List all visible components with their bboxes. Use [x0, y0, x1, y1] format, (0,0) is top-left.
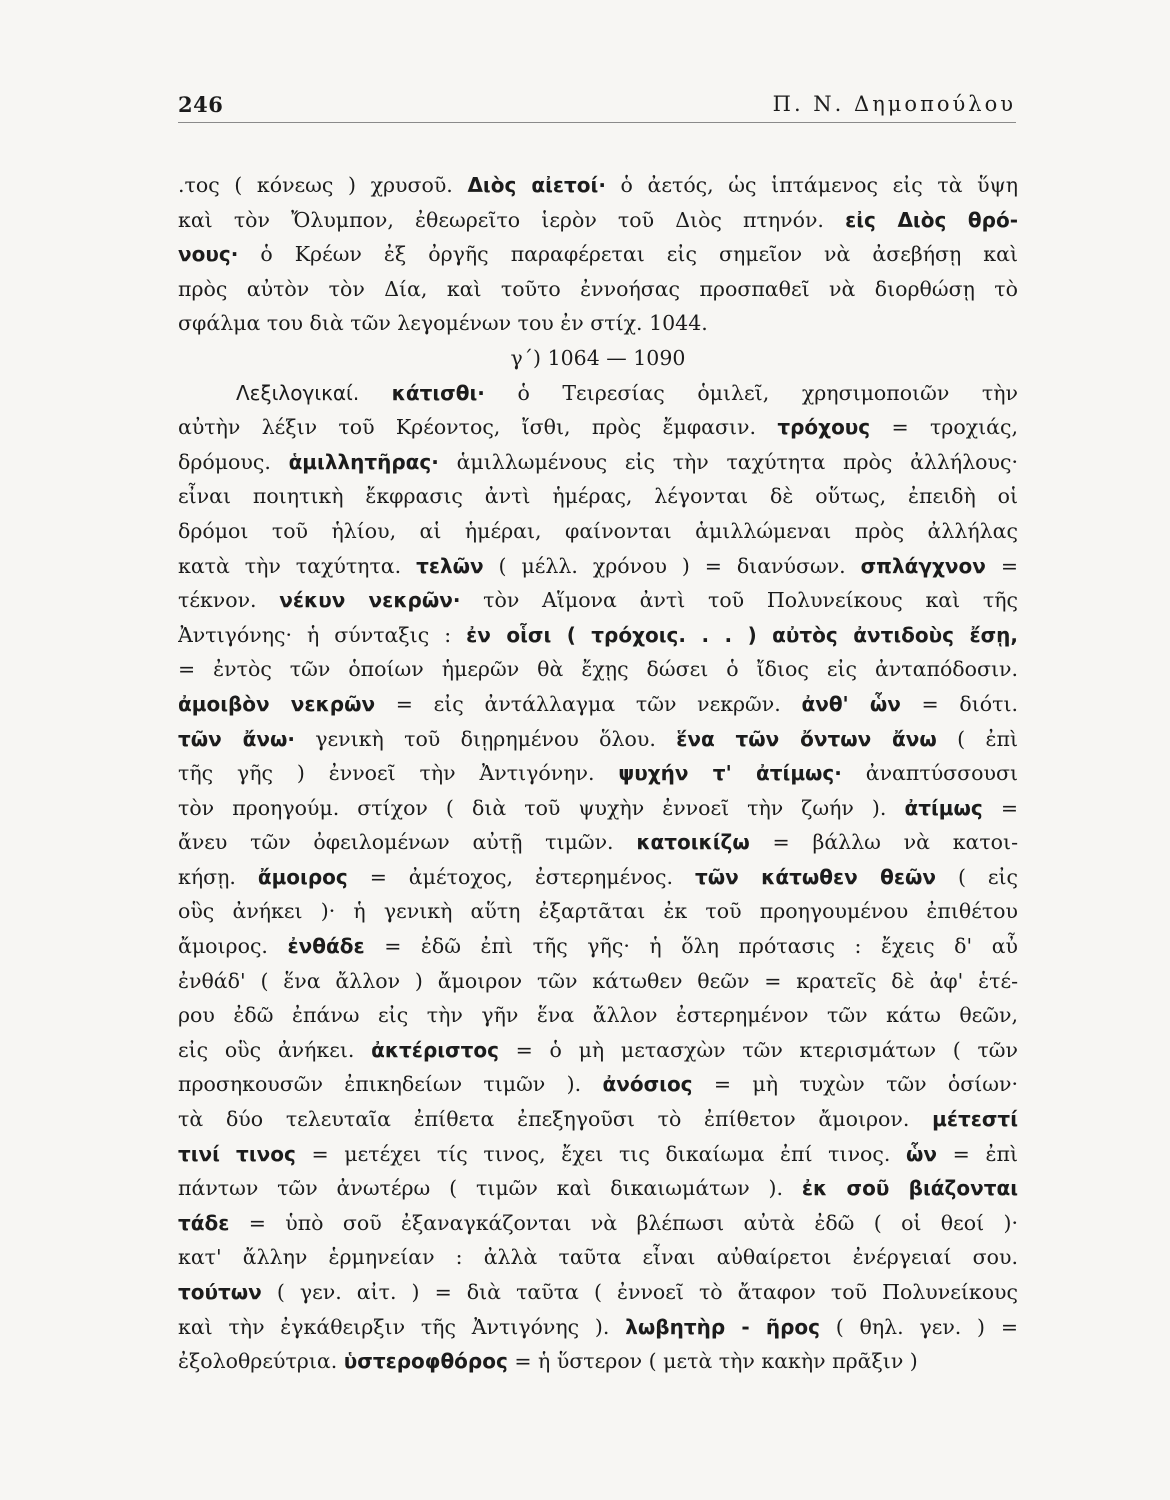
line-text: ρου ἐδῶ ἐπάνω εἰς τὴν γῆν ἕνα ἄλλον ἐστερημένον τῶν κάτω θεῶν,	[178, 1003, 1018, 1028]
line-text: = βάλλω νὰ κατοι-	[749, 830, 1018, 855]
line-text: τέκνον.	[178, 588, 280, 613]
line-text: = τροχιάς,	[870, 415, 1018, 440]
text-line	[178, 1240, 1018, 1275]
line-text: τὸν προηγούμ. στίχον ( διὰ τοῦ ψυχὴν ἐννοεῖ τὴν ζωήν ).	[178, 795, 905, 820]
text-line	[178, 998, 1018, 1033]
lemma-term: ἀνόσιος	[602, 1072, 693, 1097]
text-line	[178, 652, 1018, 687]
text-line	[178, 410, 1018, 445]
line-text: =	[982, 795, 1018, 820]
text-line	[178, 929, 1018, 964]
line-text: κήσῃ.	[178, 864, 258, 889]
text-line	[178, 894, 1018, 929]
line-text: γενικὴ τοῦ διῃρημένου ὅλου.	[294, 726, 677, 751]
line-text: εἶναι ποιητικὴ ἔκφρασις ἀντὶ ἡμέρας, λέγονται δὲ οὕτως, ἐπειδὴ οἱ	[178, 484, 1018, 509]
text-line	[178, 237, 1018, 272]
lemma-term: τινί τινος	[178, 1141, 296, 1166]
lemma-term: σπλάγχνον	[860, 553, 986, 578]
line-text: ὁ Τειρεσίας ὁμιλεῖ, χρησιμοποιῶν τὴν	[484, 380, 1018, 405]
line-text: ἄνευ τῶν ὀφειλομένων αὐτῇ τιμῶν.	[178, 830, 637, 855]
text-line	[178, 722, 1018, 757]
lemma-term: Διὸς αἰετοί·	[467, 173, 606, 197]
page-body-text	[178, 168, 1018, 1379]
lemma-term: νους·	[178, 242, 239, 267]
line-text: εἰς οὓς ἀνήκει.	[178, 1037, 372, 1062]
line-text: = ὁ μὴ μετασχὼν τῶν κτερισμάτων ( τῶν	[498, 1037, 1018, 1062]
line-text: κατὰ τὴν ταχύτητα.	[178, 553, 417, 578]
text-line	[178, 203, 1018, 238]
text-line	[178, 1137, 1018, 1172]
line-text: ἐνθάδ' ( ἕνα ἄλλον ) ἄμοιρον τῶν κάτωθεν θεῶν = κρατεῖς δὲ ἀφ' ἑτέ-	[178, 968, 1018, 993]
lemma-term: τάδε	[178, 1210, 230, 1235]
line-text: αὐτὴν λέξιν τοῦ Κρέοντος, ἴσθι, πρὸς ἔμφασιν.	[178, 415, 778, 440]
line-text: = μὴ τυχὼν τῶν ὁσίων·	[692, 1072, 1018, 1097]
text-line	[178, 341, 1018, 376]
lemma-term: ἁμιλλητῆρας·	[288, 449, 439, 474]
line-text: ( μέλλ. χρόνου ) = διανύσων.	[483, 553, 861, 578]
lemma-term: μέτεστί	[932, 1107, 1018, 1132]
line-text: κατ' ἄλλην ἑρμηνείαν : ἀλλὰ ταῦτα εἶναι αὐθαίρετοι ἐνέργειαί σου.	[178, 1245, 1018, 1270]
line-text: =	[985, 553, 1018, 578]
text-line	[178, 514, 1018, 549]
line-text: ( ἐπὶ	[936, 726, 1018, 751]
text-line	[178, 791, 1018, 826]
lemma-term: ὑστεροφθόρος	[343, 1349, 508, 1374]
line-text: ὁ ἀετός, ὡς ἱπτάμενος εἰς τὰ ὕψη	[605, 173, 1018, 197]
text-line	[178, 1067, 1018, 1102]
line-text: ἄμοιρος.	[178, 934, 288, 959]
line-text: = ἡ ὕστερον ( μετὰ τὴν κακὴν πρᾶξιν )	[507, 1349, 918, 1374]
page-number: 246	[178, 92, 224, 117]
text-line	[178, 964, 1018, 999]
lemma-term: ἀκτέριστος	[371, 1037, 499, 1062]
lemma-term: κατοικίζω	[636, 830, 750, 855]
text-line	[178, 1344, 1018, 1379]
line-text: = εἰς ἀντάλλαγμα τῶν νεκρῶν.	[375, 691, 802, 716]
lemma-term: ψυχήν τ' ἀτίμως·	[618, 761, 842, 786]
line-text: = ἐπὶ	[937, 1141, 1018, 1166]
text-line	[178, 756, 1018, 791]
text-line	[178, 549, 1018, 584]
page-header	[178, 92, 1016, 123]
lemma-term: ἐκ σοῦ βιάζονται	[801, 1176, 1018, 1201]
line-text: σφάλμα του διὰ τῶν λεγομένων του ἐν στίχ. 1044.	[178, 311, 708, 336]
line-text: ἀναπτύσσουσι	[841, 761, 1018, 786]
line-text: γ΄) 1064 — 1090	[510, 345, 686, 370]
text-line	[178, 445, 1018, 480]
lemma-term: τούτων	[178, 1280, 262, 1304]
text-line	[178, 1033, 1018, 1068]
text-line	[178, 1206, 1018, 1241]
line-text: ( θηλ. γεν. ) =	[820, 1314, 1018, 1339]
text-line	[178, 618, 1018, 653]
lemma-term: κάτισθι·	[391, 380, 485, 405]
lemma-term: ἐν οἷσι ( τρόχοις. . . ) αὐτὸς ἀντιδοὺς ἔσῃ,	[466, 622, 1018, 647]
line-text: δρόμοι τοῦ ἡλίου, αἱ ἡμέραι, φαίνονται ἁμιλλώμεναι πρὸς ἀλλήλας	[178, 518, 1018, 543]
line-text: τῆς γῆς ) ἐννοεῖ τὴν Ἀντιγόνην.	[178, 761, 619, 786]
line-text: τὰ δύο τελευταῖα ἐπίθετα ἐπεξηγοῦσι τὸ ἐπίθετον ἄμοιρον.	[178, 1107, 933, 1132]
running-head-author: Π. Ν. Δημοπούλου	[772, 92, 1016, 116]
text-line	[178, 1171, 1018, 1206]
line-text: = ἐντὸς τῶν ὁποίων ἡμερῶν θὰ ἔχῃς δώσει ὁ ἴδιος εἰς ἀνταπόδοσιν.	[178, 657, 1018, 682]
text-line	[178, 376, 1018, 411]
line-text: δρόμους.	[178, 449, 289, 474]
lemma-term: τρόχους	[777, 415, 871, 440]
lemma-term: ἄμοιρος	[257, 864, 348, 889]
lemma-term: ἀμοιβὸν νεκρῶν	[178, 691, 376, 716]
line-text: καὶ τὸν Ὄλυμπον, ἐθεωρεῖτο ἱερὸν τοῦ Διὸς πτηνόν.	[178, 207, 846, 232]
line-text: = ἀμέτοχος, ἐστερημένος.	[347, 864, 695, 889]
text-line	[178, 479, 1018, 514]
line-text: καὶ τὴν ἐγκάθειρξιν τῆς Ἀντιγόνης ).	[178, 1314, 626, 1339]
line-text: πρὸς αὐτὸν τὸν Δία, καὶ τοῦτο ἐννοήσας προσπαθεῖ νὰ διορθώσῃ τὸ	[178, 276, 1018, 301]
line-text: ( εἰς	[936, 864, 1018, 889]
line-text: τὸν Αἵμονα ἀντὶ τοῦ Πολυνείκους καὶ τῆς	[460, 588, 1018, 613]
lemma-term: τῶν κάτωθεν θεῶν	[694, 864, 936, 889]
text-line	[178, 1275, 1018, 1310]
text-line	[178, 1310, 1018, 1345]
lemma-term: τελῶν	[416, 553, 484, 578]
text-line	[178, 860, 1018, 895]
lemma-term: ἀνθ' ὧν	[801, 691, 901, 716]
line-text: Λεξιλογικαί.	[236, 380, 392, 405]
line-text: οὓς ἀνήκει )· ἡ γενικὴ αὕτη ἐξαρτᾶται ἐκ τοῦ προηγουμένου ἐπιθέτου	[178, 899, 1018, 924]
lemma-term: ἐνθάδε	[287, 934, 365, 959]
text-line	[178, 272, 1018, 307]
lemma-term: ἕνα τῶν ὄντων ἄνω	[676, 726, 937, 751]
line-text: ἐξολοθρεύτρια.	[178, 1349, 344, 1374]
text-line	[178, 168, 1018, 203]
line-text: ὁ Κρέων ἐξ ὀργῆς παραφέρεται εἰς σημεῖον νὰ ἀσεβήσῃ καὶ	[238, 242, 1018, 267]
line-text: = διότι.	[900, 691, 1018, 716]
text-line	[178, 306, 1018, 341]
line-text: = ὑπὸ σοῦ ἐξαναγκάζονται νὰ βλέπωσι αὐτὰ ἐδῶ ( οἱ θεοί )·	[229, 1210, 1018, 1235]
text-line	[178, 687, 1018, 722]
line-text: προσηκουσῶν ἐπικηδείων τιμῶν ).	[178, 1072, 603, 1097]
line-text: ( γεν. αἰτ. ) = διὰ ταῦτα ( ἐννοεῖ τὸ ἄταφον τοῦ Πολυνείκους	[261, 1280, 1018, 1304]
lemma-term: νέκυν νεκρῶν·	[279, 588, 461, 613]
lemma-term: ἀτίμως	[904, 795, 983, 820]
line-text: Ἀντιγόνης· ἡ σύνταξις :	[178, 622, 467, 647]
line-text: = ἐδῶ ἐπὶ τῆς γῆς· ἡ ὅλη πρότασις : ἔχεις δ' αὖ	[364, 934, 1018, 959]
line-text: .τος ( κόνεως ) χρυσοῦ.	[178, 173, 468, 197]
line-text: = μετέχει τίς τινος, ἔχει τις δικαίωμα ἐπί τινος.	[295, 1141, 907, 1166]
lemma-term: ὧν	[906, 1141, 938, 1166]
text-line	[178, 1102, 1018, 1137]
lemma-term: τῶν ἄνω·	[178, 726, 295, 751]
lemma-term: εἰς Διὸς θρό-	[845, 207, 1018, 232]
lemma-term: λωβητὴρ - ῆρος	[625, 1314, 821, 1339]
text-line	[178, 583, 1018, 618]
line-text: ἁμιλλωμένους εἰς τὴν ταχύτητα πρὸς ἀλλήλους·	[438, 449, 1018, 474]
text-line	[178, 825, 1018, 860]
line-text: πάντων τῶν ἀνωτέρω ( τιμῶν καὶ δικαιωμάτων ).	[178, 1176, 802, 1201]
